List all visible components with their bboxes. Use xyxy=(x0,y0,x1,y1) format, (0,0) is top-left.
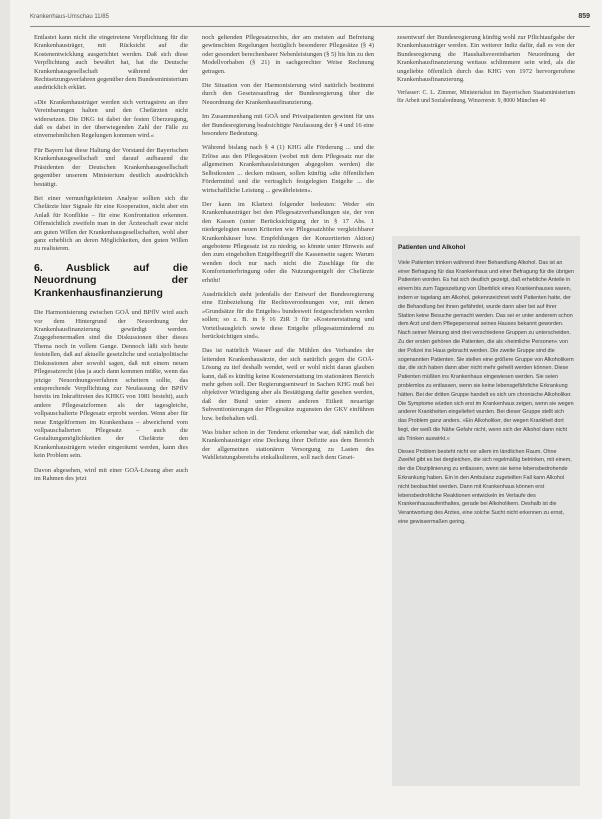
running-title: Krankenhaus-Umschau 11/85 xyxy=(30,14,109,20)
paragraph: Der kann im Klartext folgender bedeuten: Weder ein Krankenhausträger bei den Pflegesatzverhandlungen sie, der von den Kassen (unter Berücksichtigung der in § 17 Abs. 1 niedergelegten neuen Kriterien wie Pflegesatzhöhe vergleichbarer Krankenhäuser bzw. Empfehlungen der Konzertierten Aktion) angebotene Pflegesatz ist zu niedrig, so könnte unter Hinweis auf den zum eingeholten Entgeltbegriff die Kassenseite sagen: Warum wenden doch nur nach nicht die Zuschläge für die Komfortunterbringung oder die Nutzungsentgelt der Chefärzte erhöht! xyxy=(202,200,374,284)
paragraph: Für Bayern hat diese Haltung der Vorstand der Bayerischen Krankenhausgesellschaft und darauf aufbauend die Präsidenten der Deutschen Krankenhausgesellschaft gegenüber unserem Ministerium deutlich ausdrücklich bestätigt. xyxy=(34,146,188,188)
page-edge xyxy=(0,0,10,819)
section-heading: 6. Ausblick auf die Neuordnung der Krankenhausfinanzierung xyxy=(34,261,188,299)
sidebar-paragraph: Viele Patienten trinken während ihrer Behandlung Alkohol. Das ist an einer Befragung für das Krankenhaus und einer Befragung für die übrigen Patienten worden. Es hat sich deutlich gezeigt, daß erhebliche Anteile in einem bis zum Tageszeitung von Überblick eines Krankenhauses waren, indem er tagelang am Alkohol, gekennzeichnet wohl Patienten hatte, der die Behandlung bei ihnen gefährdet, wurde dann aber bei auf ihrer Station keine Besuche gemacht werden. Das sei er unter anderem schon dem Arzt und dem Pflegepersonal seines Hauses bekannt geworden. Nach seiner Meinung sind drei verschiedene Gruppen zu unterscheiden. Zu der ersten gehören die Patienten, die als »heimliche Personen« von der Polizei ins Haus gebracht werden. Die zweite Gruppe sind die sogenannten Patienten. Sie stellen eine größere Gruppe von Alkoholikern dar, die sich haben dann aber nicht mehr geheilt werden können. Diese Patienten müßten ins Krankenhaus eingewiesen werden. Sie seien problemlos zu entlassen, wenn sie keine lebensgefährliche Erkrankung hätten. Bei der dritten Gruppe handelt es sich um chronische Alkoholiker. Die Symptome würden sich erst im Krankenhaus zeigen, wenn sie wegen anderer Krankheiten eingeliefert wurden. Bei dieser Gruppe stellt sich das Problem ganz anders. »Ein Alkoholiker, der wegen Krankheit dort liegt, der weiß die Nähe Gefahr nicht, wenn sich der Alkohol dann nicht als Trinken auswirkt.« xyxy=(398,259,574,442)
paragraph: Entlastet kann nicht die eingetretene Verpflichtung für die Krankenhausträger, mit Rücksicht auf die Kostenentwicklung ausgerichtet werden. Daß sich diese Verpflichtung auch bewährt hat, hat die Deutsche Krankenhausgesellschaft während der Rechtsetzungsverfahren gegenüber dem Bundesministerium ausdrücklich erklärt. xyxy=(34,34,188,92)
column-left xyxy=(34,34,188,489)
paragraph: zesentwurf der Bundesregierung künftig wohl zur Pflichtaufgabe der Krankenhausträger werden. Ein weiterer Indiz dafür, daß es von der Bundesregierung die Haushaltsvereinbarten Neuordnung der Krankenhausfinanzierung weitaus schlimmere sein wird, als die ungeliebte öffentlich durch das KHG von 1972 hervorgerufene Krankenhausfinanzierung. xyxy=(397,34,575,84)
paragraph: Ausdrücklich steht jedenfalls der Entwurf der Bundesregierung eine Einbeziehung für Rechtsverordnungen vor, mit denen »Grundsätze für die Entgelte« bundesweit festgeschrieben werden sollen; so z. B. in § 16 ZiR 3 für »Kostenerstattung und Vorteilsausgleich sowie diese Entgelte pflegesatzmindernd zu berücksichtigen sind«. xyxy=(202,290,374,340)
paragraph: Die Harmonisierung zwischen GOÄ und BPflV wird auch vor dem Hintergrund der Neuordnung der Krankenhausfinanzierung gewürdigt werden. Zugegebenermaßen sind die Diskussionen über dieses Thema noch in vollem Gange. Dennoch läßt sich heute feststellen, daß auf aktuelle gesetzliche und sozialpolitische Diskussionen aber sowohl sagen, daß mit einem neuen Pflegesatzrecht (das ja auch dann kommen müßte, wenn das jetzige Neuordnungsverfahren scheitern sollte, das entsprechende Verpflichtung zur Neufassung der BPflV bereits im Inkrafttreten des KHKG von 1981 besteht), auch andere Pflegesatzformen als der tagesgleiche, vollpauschalierte Pflegesatz erprobt werden. Wenn aber für neue Entgeltformen im Krankenhaus – abweichend vom vollpauschalierten Pflegesatz – auch die Gestaltungsmöglichkeiten der Chefärzte den Krankenhausträgern wieder eingeräumt werden, kann dies kein Problem sein. xyxy=(34,309,188,460)
paragraph: »Die Krankenhausträger werden sich vertragstreu an ihre Vereinbarungen halten und den Chefärzten nicht widersetzen. Die DKG ist dabei der festen Überzeugung, daß es dabei in der überwiegenden Zahl der Fälle zu einvernehmlichen Regelungen kommen wird.« xyxy=(34,98,188,140)
paragraph: Das ist natürlich Wasser auf die Mühlen des Verbandes der leitenden Krankenhausärzte, der sich natürlich gegen die GOÄ-Lösung zu tief deshalb wendet, weil er wohl nicht daran glauben kann, daß es künftig keine Kostenerstattung im stationären Bereich mehr geben soll. Der Regierungsentwurf in Sachen KHG muß bei objektiver Würdigung aber als Bestätigung dafür gesehen werden, daß der Bund unter einem anderen Etikett neuartige Subventionierungen der Pflegesätze zugunsten der GKV einführen bzw. beibehalten will. xyxy=(202,347,374,422)
column-right xyxy=(397,34,575,112)
sidebar-box xyxy=(392,236,580,786)
page-header xyxy=(30,14,590,27)
paragraph: Während bislang nach § 4 (1) KHG alle Förderung ... und die Erlöse aus den Pflegesätzen (wobei mit dem Pflegesatz nur die allgemeinen Krankenhausleistungen abgegolten werden) die Selbstkosten ... decken müssen, sollen künftig »die öffentlichen Fördermittel und die vertraglich festgelegten Entgelte ... die wirtschaftliche Leistung ... gewährleisten«. xyxy=(202,144,374,194)
paragraph: Im Zusammenhang mit GOÄ und Privatpatienten gewinnt für uns der Bundesregierung beabsichtigte Neufassung der § 4 und 16 eine besondere Bedeutung. xyxy=(202,113,374,138)
paragraph: Die Situation von der Harmonisierung wird natürlich bestimmt durch den Gesetzesauftrag der Bundesregierung über die Neuordnung der Krankenhausfinanzierung. xyxy=(202,82,374,106)
author-note: Verfasser: C. L. Zimmer, Ministerialrat im Bayerischen Staatsministerium für Arbeit und Sozialordnung, Winzererstr. 9, 8000 München 40 xyxy=(397,90,575,105)
paragraph: Was bisher schon in der Tendenz erkennbar war, daß nämlich die Krankenhausträger eine Deckung ihrer Defizite aus dem Bereich der allgemeinen stationären Versorgung zu Lasten des Wahlleistungsbereichs einkalkulieren, soll nach dem Geset- xyxy=(202,429,374,462)
column-middle xyxy=(202,34,374,469)
paragraph: Davon abgesehen, wird mit einer GOÄ-Lösung aber auch im Rahmen des jetzt xyxy=(34,466,188,482)
sidebar-box-content xyxy=(398,244,574,531)
page-number: 859 xyxy=(578,13,590,20)
paragraph: Bei einer vernunftgeleiteten Analyse sollten sich die Chefärzte hier Signale für eine Kooperation, nicht aber ein Anlaß für Konflikte – für eine Konfrontation erkennen. Offensichtlich zweifeln man in der Ärzteschaft zwar nicht am guten Willen der Krankenhausgesellschaften, wohl aber ganz erheblich an deren Möglichkeiten, den guten Willen zu realisieren. xyxy=(34,194,188,253)
sidebar-paragraph: Dieses Problem besteht nicht vor allem im ländlichen Raum. Ohne Zweifel gibt es bei dergleichen, die sich regelmäßig betrinken, mit einem, der die Disziplinierung zu entlassen, wenn sie keine lebensbedrohende Erkrankung haben. Ein in den Ambulanz zugeteilten Fall kann Alkohol nicht beobachtet werden. Dann mit Krankenhaus können erst lebensbedrohliche Reaktionen entwickeln im Verlaufe des Krankenhausaufenthaltes, gerade bei Alkoholikern. Deshalb ist die Verantwortung des Arztes, eine solche Sucht nicht erkennen zu ernst, eine gewissermaßen gering. xyxy=(398,448,572,525)
sidebar-box-title: Patienten und Alkohol xyxy=(398,244,466,251)
paragraph: noch geltenden Pflegesatzrechts, der am meisten auf Befreiung gewünschten Regelungen bezüglich besonderer Pflegesätze (§ 4) oder gesondert berechenbarer Nebenleistungen (§ 5) bis hin zu den Modellvorhaben (§ 21) in sachgerechter Weise Rechnung getragen. xyxy=(202,34,374,75)
